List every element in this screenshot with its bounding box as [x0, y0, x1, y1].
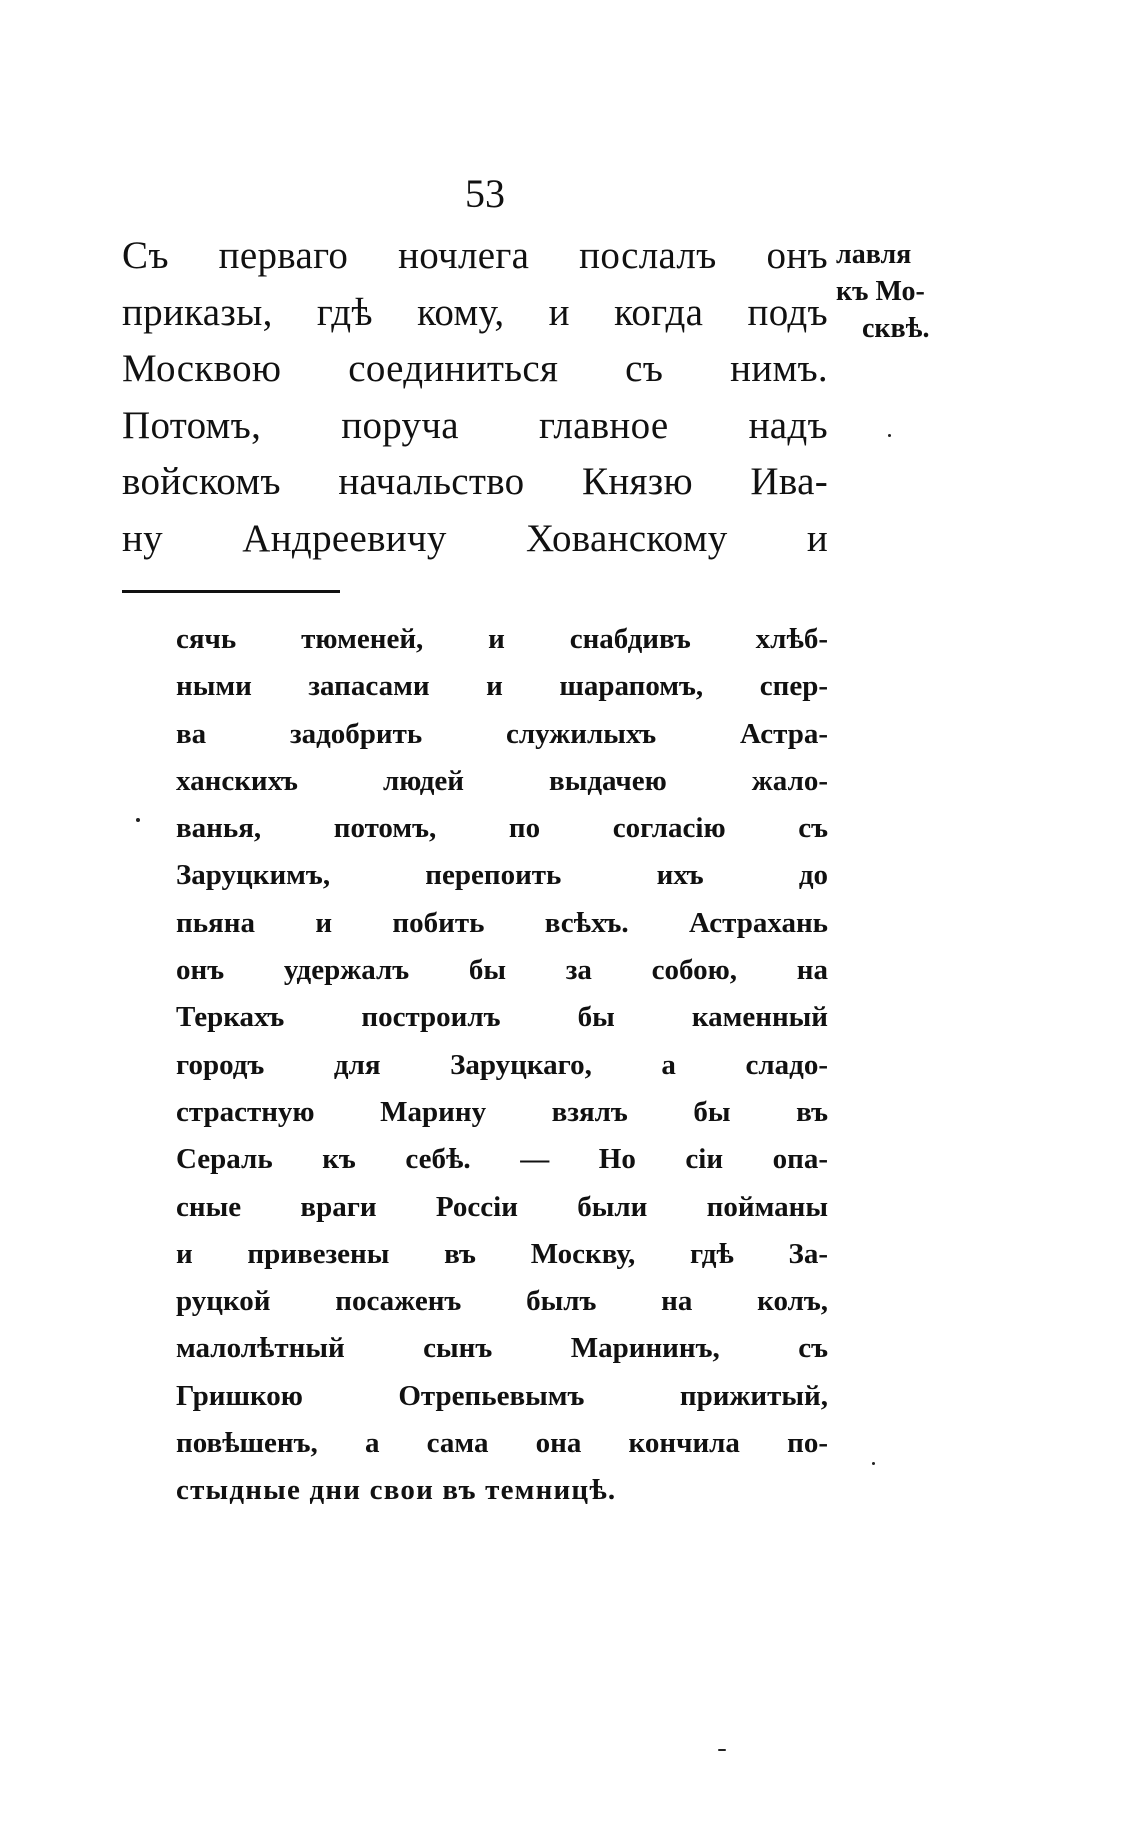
main-text-line: войскомъ начальство Князю Ива-	[122, 460, 828, 503]
footnote-line: городъ для Заруцкаго, а сладо-	[176, 1048, 828, 1081]
footnote-line: страстную Марину взялъ бы въ	[176, 1095, 828, 1128]
margin-note	[836, 236, 974, 347]
footnote-line: малолѣтный сынъ Марининъ, съ	[176, 1332, 828, 1365]
main-text-line: Москвою соединиться съ нимъ.	[122, 347, 828, 390]
print-speck	[888, 434, 891, 437]
footnote-line: и привезены въ Москву, гдѣ За-	[176, 1237, 828, 1270]
main-text-line: Потомъ, поруча главное надъ	[122, 403, 828, 447]
page-number: 53	[465, 171, 505, 216]
footnote-line: ханскихъ людей выдачею жало-	[176, 764, 828, 797]
footnote-line: Теркахъ построилъ бы каменный	[176, 1001, 828, 1034]
main-text-line: ну Андреевичу Хованскому и	[122, 516, 828, 560]
main-text-line: приказы, гдѣ кому, и когда подъ	[122, 290, 828, 334]
footnote-line: Гришкою Отрепьевымъ прижитый,	[176, 1379, 828, 1412]
footnote-separator-rule	[122, 590, 340, 593]
footnote-line: Заруцкимъ, перепоить ихъ до	[176, 859, 828, 892]
footnote-line: ными запасами и шарапомъ, спер-	[176, 670, 828, 703]
footnote-line: стыдные дни свои въ темницѣ.	[176, 1474, 617, 1507]
margin-note-line: лавля	[836, 239, 912, 270]
main-text-block	[122, 228, 828, 567]
footnote-line: пьяна и побить всѣхъ. Астрахань	[176, 906, 828, 939]
footnote-line: ва задобрить служилыхъ Астра-	[176, 717, 828, 750]
footnote-line: Сераль къ себѣ. — Но сіи опа-	[176, 1143, 828, 1176]
footnote-line: ванья, потомъ, по согласію съ	[176, 812, 828, 845]
footnote-line: сячь тюменей, и снабдивъ хлѣб-	[176, 623, 828, 655]
footnote-line: онъ удержалъ бы за собою, на	[176, 954, 828, 987]
footnote-line: сные враги Россіи были пойманы	[176, 1190, 828, 1223]
margin-note-line: сквѣ.	[862, 313, 930, 344]
print-speck	[718, 1749, 726, 1751]
print-speck	[872, 1462, 875, 1465]
print-speck	[136, 818, 140, 822]
footnote-line: руцкой посаженъ былъ на колъ,	[176, 1285, 828, 1318]
footnote-text-block	[176, 616, 828, 1515]
footnote-line: повѣшенъ, а сама она кончила по-	[176, 1427, 828, 1460]
main-text-line: Съ перваго ночлега послалъ онъ	[122, 234, 828, 277]
margin-note-line: къ Мо-	[836, 276, 925, 307]
